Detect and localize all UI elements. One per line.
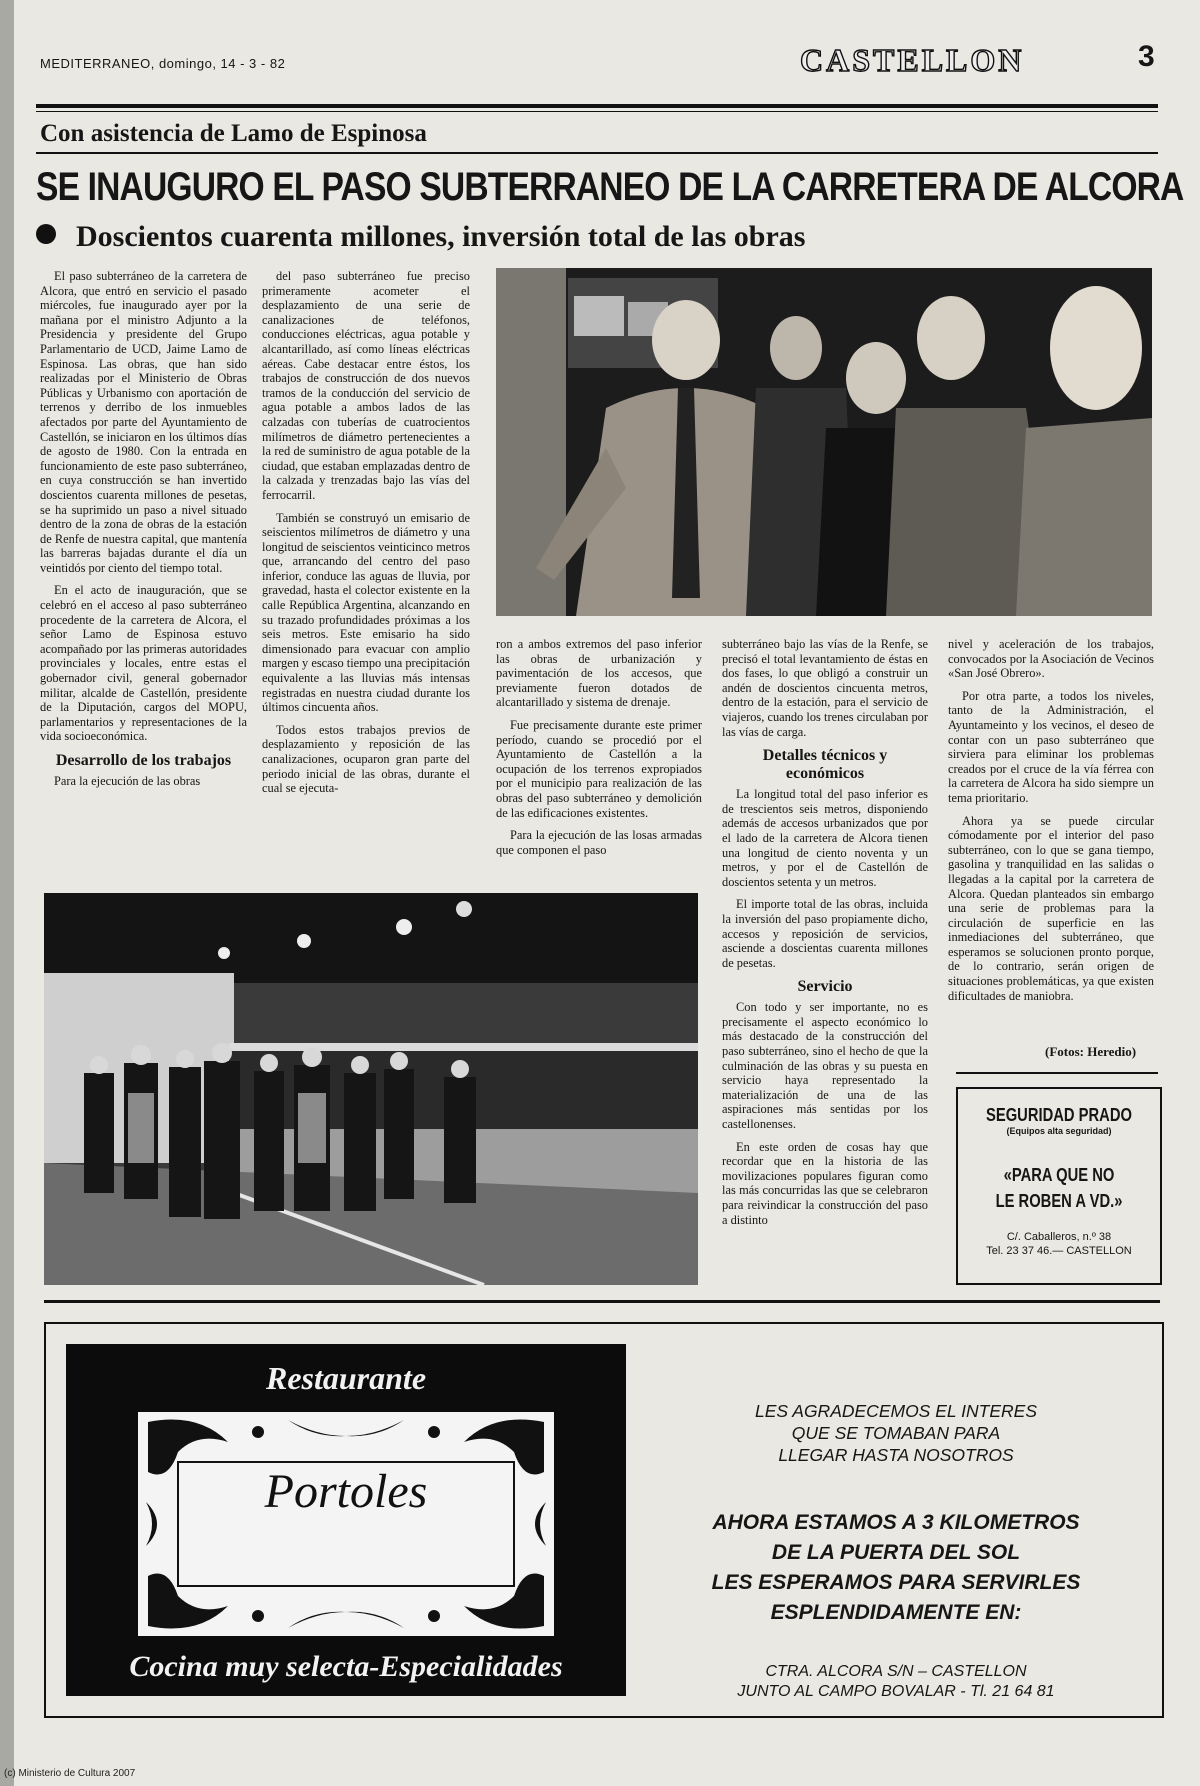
ad-line-1: LES AGRADECEMOS EL INTERES xyxy=(754,1401,1038,1421)
col4-paragraph-4: Con todo y ser importante, no es precisamente el aspecto económico lo más destacado de la construcción del paso subterráneo, sino el hecho de que la culminación de las obras y su puesta en servicio haya representado la materialización de una de las aspiraciones más sentidas por los castellonenses. xyxy=(722,1000,928,1132)
ad-line-3: LLEGAR HASTA NOSOTROS xyxy=(778,1445,1014,1465)
col2-paragraph-2: También se construyó un emisario de seiscientos milímetros de diámetro y una longitud de seiscientos veinticinco metros que, arrancando del centro del paso inferior, conduce las aguas de lluvia, por gravedad, hasta el colector existente en la calle República Argentina, alcanzando en su trazado profundidades próximas a los seis metros. Este emisario ha sido dimensionado para evacuar con amplio margen y escaso tiempo una precipitación equivalente a las lluvias más intensas registradas en nuestra ciudad durante los últimos cincuenta años. xyxy=(262,510,470,715)
ad-prado-phone: Tel. 23 37 46.— CASTELLON xyxy=(986,1245,1132,1257)
photo-inauguration-officials xyxy=(496,268,1152,616)
col5-paragraph-1: nivel y aceleración de los trabajos, convocados por la Asociación de Vecinos «San José Obrero». xyxy=(948,637,1154,681)
col4-subheading-1: Detalles técnicos y económicos xyxy=(762,747,888,783)
ad-line-6: LES ESPERAMOS PARA SERVIRLES xyxy=(711,1571,1081,1594)
ad-prado-name: SEGURIDAD PRADO xyxy=(986,1105,1132,1125)
ad-line-7: ESPLENDIDAMENTE EN: xyxy=(770,1601,1022,1624)
subhead-text: Doscientos cuarenta millones, inversión total de las obras xyxy=(76,220,806,253)
photo-credit: (Fotos: Heredio) xyxy=(1045,1044,1137,1059)
col3-paragraph-3: Para la ejecución de las losas armadas que componen el paso xyxy=(496,828,702,857)
ad-line-8: CTRA. ALCORA S/N – CASTELLON xyxy=(765,1663,1027,1680)
ad-line-2: QUE SE TOMABAN PARA xyxy=(791,1423,1001,1443)
ad-prado-contact xyxy=(958,1230,1160,1258)
ad-prado-sub: (Equipos alta seguridad) xyxy=(1006,1126,1112,1136)
bottom-section-rule xyxy=(44,1300,1160,1303)
ad-seguridad-prado xyxy=(956,1087,1162,1285)
col4-paragraph-2: La longitud total del paso inferior es de trescientos seis metros, disponiendo además de accesos urbanizados que por el lado de la carretera de Alcora tienen una longitud de ciento noventa y un metros, y por el de Castellón de doscientos setenta y un metros. xyxy=(722,787,928,889)
col4-subheading-2: Servicio xyxy=(797,978,853,996)
masthead-date: MEDITERRANEO, domingo, 14 - 3 - 82 xyxy=(40,56,286,71)
photo-underpass-walk xyxy=(44,893,698,1285)
col1-paragraph-1: El paso subterráneo de la carretera de Alcora, que entró en servicio el pasado miércoles, fue inaugurado ayer por la mañana por el ministro Adjunto a la Presidencia y presidente del Grupo Parlamentario de UCD, Jaime Lamo de Espinosa. Las obras, que han sido realizadas por el Ministerio de Obras Públicas y Urbanismo con aportación de terrenos y derribo de los inmuebles afectados por parte del Ayuntamiento de Castellón, se iniciaron en los últimos días de agosto de 1980. Con la entrada en funcionamiento de este paso subterráneo, en cuya construcción se han invertido doscientos cuarenta millones de pesetas, se ha suprimido un paso a nivel situado dentro de la zona de obras de la estación de Renfe de nuestra capital, que mantenía las barreras bajadas durante el día un veintidós por ciento del tiempo total. xyxy=(40,269,247,575)
bullet-icon xyxy=(36,224,56,244)
masthead-rule-thick xyxy=(36,104,1158,108)
article-kicker: Con asistencia de Lamo de Espinosa xyxy=(40,120,427,147)
col2-paragraph-1: del paso subterráneo fue preciso primeramente acometer el desplazamiento de una serie de canalizaciones de teléfonos, conducciones eléctricas, agua potable y alcantarillado, así como líneas eléctricas aéreas. Cabe destacar entre éstos, los trabajos de construcción de dos nuevos tramos de la conducción del servicio de agua potable a ambos lados de las calzadas con tuberías de cuatrocientos milímetros de diámetro pertenecientes a la red de suministro de agua potable de la ciudad, que estaban emplazadas dentro de la calzada y trenzadas bajo las vías del ferrocarril. xyxy=(262,269,470,502)
copyright-footer: (c) Ministerio de Cultura 2007 xyxy=(4,1768,136,1779)
ad-restaurante-portoles xyxy=(44,1322,1164,1718)
article-column-2 xyxy=(262,269,470,885)
restaurant-name: Portoles xyxy=(264,1465,428,1518)
tile-frame-graphic xyxy=(138,1412,554,1636)
col1-paragraph-2: En el acto de inauguración, que se celebró en el acceso al paso subterráneo procedente de la carretera de Alcora, el señor Lamo de Espinosa estuvo acompañado por las primeras autoridades provinciales y locales, entre estas el gobernador civil, general gobernador militar, alcalde de Castellón, presidente de la Diputación, cargos del MOPU, parlamentarios y representaciones de la vida socioeconómica. xyxy=(40,583,247,744)
ad-prado-address: C/. Caballeros, n.º 38 xyxy=(1006,1231,1112,1243)
col4-paragraph-3: El importe total de las obras, incluida la inversión del paso propiamente dicho, accesos y reposición de servicios, asciende a doscientas cuarenta millones de pesetas. xyxy=(722,897,928,970)
photo-officials-graphic xyxy=(496,268,1152,616)
article-headline: SE INAUGURO EL PASO SUBTERRANEO DE LA CARRETERA DE ALCORA xyxy=(36,165,1184,209)
article-column-3 xyxy=(496,637,702,885)
article-column-5 xyxy=(948,637,1154,1037)
article-column-1 xyxy=(40,269,247,885)
article-subhead xyxy=(36,220,805,254)
col1-subheading: Desarrollo de los trabajos xyxy=(55,752,232,769)
ad-thanks-text xyxy=(646,1400,1146,1466)
col3-paragraph-2: Fue precisamente durante este primer período, cuando se procedió por el Ayuntamiento de Castellón a la ocupación de los terrenos expropiados por el municipio para realización de las obras del paso subterráneo y demolición de las edificaciones existentes. xyxy=(496,717,702,820)
restaurant-title: Restaurante xyxy=(265,1360,427,1396)
article-column-4 xyxy=(722,637,928,1285)
photo-underpass-graphic xyxy=(44,893,698,1285)
col4-paragraph-5: En este orden de cosas hay que recordar que en la historia de las movilizaciones populares figuran como las más concurridas las que se celebraron para reivindicar la construcción del paso a distinto xyxy=(722,1139,928,1227)
col2-paragraph-3: Todos estos trabajos previos de desplazamiento y reposición de las canalizaciones, ocuparon gran parte del periodo inicial de las obras, durante el cual se ejecuta- xyxy=(262,722,470,796)
page-number: 3 xyxy=(1138,40,1155,73)
col5-paragraph-3: Ahora ya se puede circular cómodamente por el interior del paso subterráneo, con lo que se gana tiempo, gasolina y tranquilidad en las salidas o llegadas a la capital por la carretera de Alcora. Quedan planteados sin embargo una serie de problemas para la circulación de superficie en las inmediaciones del subterráneo, que esperamos se solucionen pronto porque, de lo contrario, serán origen de situaciones problemáticas, ya que existen dificultades de maniobra. xyxy=(948,813,1154,1003)
ad-prado-slogan xyxy=(976,1162,1142,1214)
ad-separator-rule xyxy=(956,1072,1158,1074)
page-edge-shadow xyxy=(0,0,14,1786)
masthead-rule-thin xyxy=(36,111,1158,112)
col1-paragraph-3: Para la ejecución de las obras xyxy=(54,774,201,788)
ad-line-9: JUNTO AL CAMPO BOVALAR - Tl. 21 64 81 xyxy=(737,1683,1055,1700)
col4-paragraph-1: subterráneo bajo las vías de la Renfe, se precisó el total levantamiento de éstas en dos fases, lo que obligó a construir un andén de doscientos cincuenta metros, dentro de la estación, para el servicio de viajeros, cuando los trenes circulaban por las vías de carga. xyxy=(722,637,928,739)
ad-line-4: AHORA ESTAMOS A 3 KILOMETROS xyxy=(712,1511,1080,1534)
section-title: CASTELLON xyxy=(800,42,1025,78)
ad-location-text xyxy=(646,1508,1146,1628)
col5-paragraph-2: Por otra parte, a todos los niveles, tanto de la Administración, el Ayuntameinto y los vecinos, el deseo de contar con un paso subterráneo que sirviera para eliminar los problemas creados por el cruce de la vía férrea con la carretera de Alcora ha sido siempre un tema prioritario. xyxy=(948,688,1154,805)
kicker-rule xyxy=(36,152,1158,154)
col3-paragraph-1: ron a ambos extremos del paso inferior las obras de urbanización y pavimentación de los accesos, que previamente fueron dotados de alcantarillado y sistema de drenaje. xyxy=(496,637,702,710)
ad-prado-slogan-1: «PARA QUE NO xyxy=(1003,1165,1115,1185)
restaurant-tagline: Cocina muy selecta-Especialidades xyxy=(129,1650,563,1683)
restaurant-logo xyxy=(66,1344,626,1696)
ad-prado-slogan-2: LE ROBEN A VD.» xyxy=(995,1191,1123,1211)
ad-address-text xyxy=(646,1662,1146,1702)
ad-line-5: DE LA PUERTA DEL SOL xyxy=(771,1541,1021,1564)
